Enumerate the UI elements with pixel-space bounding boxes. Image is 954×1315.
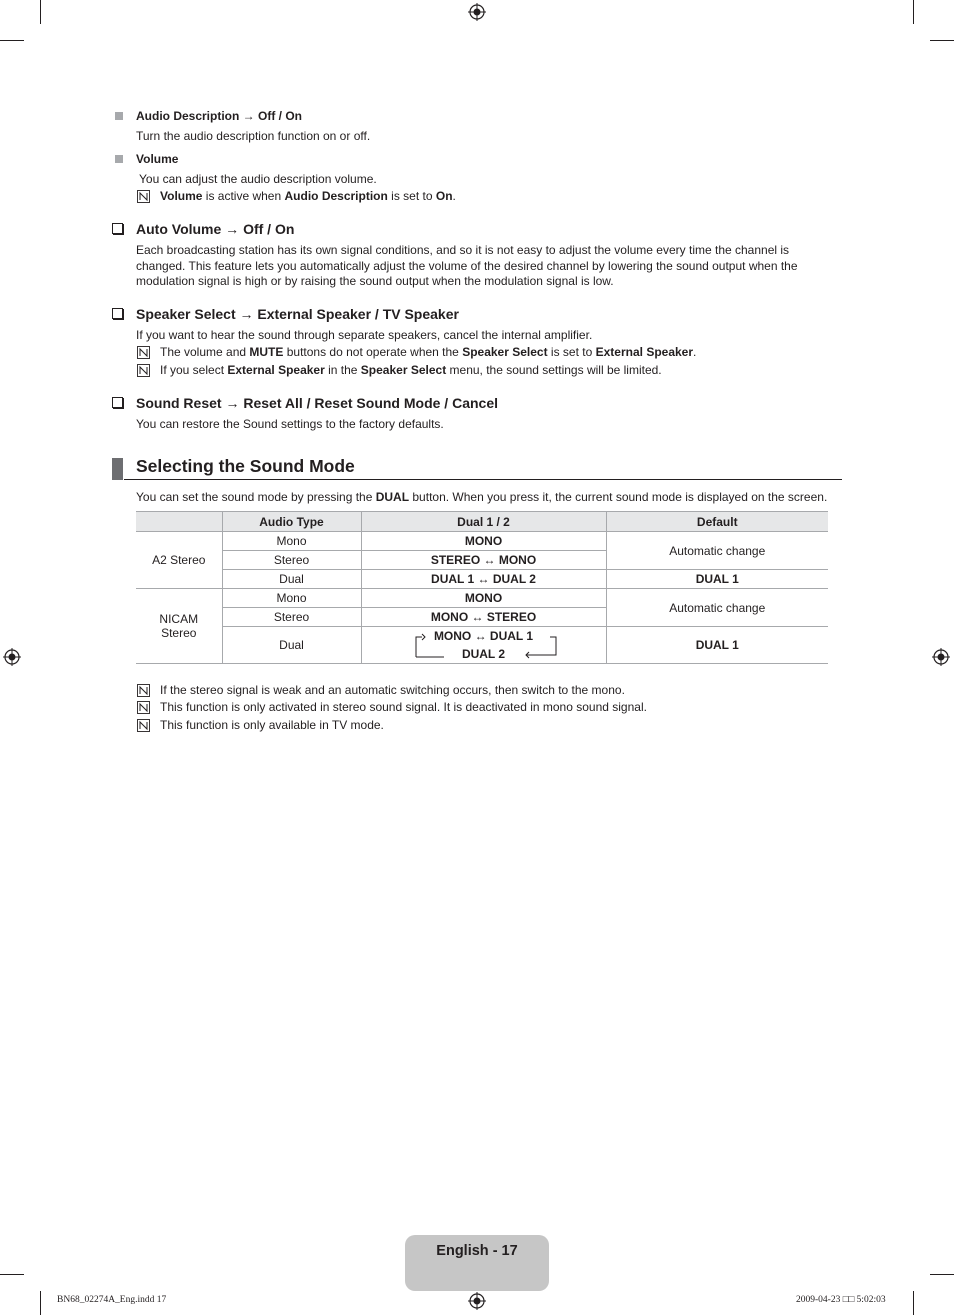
bullet-square-icon (115, 112, 123, 120)
note-text: This function is only activated in stereo sound signal. It is deactivated in mono sound signal. (160, 700, 647, 714)
audio-description-desc: Turn the audio description function on or off. (136, 129, 371, 143)
table-header: Audio Type (222, 512, 361, 532)
checkbox-bullet-icon (112, 397, 123, 408)
a2-stereo-label: A2 Stereo (136, 532, 222, 589)
note-icon (137, 684, 150, 697)
audio-type-cell: Stereo (222, 608, 361, 627)
auto-volume-desc-line1: Each broadcasting station has its own signal conditions, and so it is not easy to adjust the volume every time the channel is (136, 243, 790, 257)
speaker-select-title: Speaker Select → External Speaker / TV Speaker (136, 306, 459, 322)
speaker-select-desc: If you want to hear the sound through separate speakers, cancel the internal amplifier. (136, 328, 593, 342)
note-icon (137, 346, 150, 359)
dual-cell: MONO (361, 589, 606, 608)
table-header: Default (606, 512, 828, 532)
note-icon (137, 364, 150, 377)
print-date: 2009-04-23 □□ 5:02:03 (796, 1295, 886, 1305)
crop-mark (40, 0, 41, 24)
audio-type-cell: Dual (222, 570, 361, 589)
checkbox-bullet-icon (112, 308, 123, 319)
page-number: English - 17 (436, 1243, 518, 1259)
auto-volume-desc-line3: modulation signal is high or by raising the sound output when the modulation signal is low. (136, 274, 614, 288)
registration-mark-icon (3, 648, 21, 666)
crop-mark (930, 1274, 954, 1275)
speaker-select-note1: The volume and MUTE buttons do not operate when the Speaker Select is set to External Speaker. (160, 345, 697, 359)
speaker-select-note2: If you select External Speaker in the Speaker Select menu, the sound settings will be limited. (160, 363, 662, 377)
note-icon (137, 701, 150, 714)
sound-mode-table (136, 511, 828, 664)
default-cell: DUAL 1 (606, 570, 828, 589)
audio-type-cell: Mono (222, 589, 361, 608)
volume-desc: You can adjust the audio description volume. (139, 172, 377, 186)
note-icon (137, 190, 150, 203)
registration-mark-icon (468, 3, 486, 21)
audio-type-cell: Mono (222, 532, 361, 551)
audio-type-cell: Dual (222, 627, 361, 664)
nicam-stereo-label: NICAM Stereo (136, 589, 222, 664)
table-row (136, 532, 828, 551)
default-cell: DUAL 1 (606, 627, 828, 664)
crop-mark (930, 40, 954, 41)
auto-volume-desc-line2: changed. This feature lets you automatically adjust the volume of the desired channel by lowering the sound output when the (136, 259, 798, 273)
table-header (136, 512, 222, 532)
table-row (136, 627, 828, 664)
dual-cycle-line1: MONO ↔ DUAL 1 (433, 629, 534, 643)
crop-mark (913, 1291, 914, 1315)
crop-mark (913, 0, 914, 24)
table-header: Dual 1 / 2 (361, 512, 606, 532)
crop-mark (0, 1274, 24, 1275)
checkbox-bullet-icon (112, 223, 123, 234)
table-row (136, 570, 828, 589)
dual-cell: MONO (361, 532, 606, 551)
note-text: If the stereo signal is weak and an automatic switching occurs, then switch to the mono. (160, 683, 625, 697)
sound-reset-title: Sound Reset → Reset All / Reset Sound Mode / Cancel (136, 395, 498, 411)
note-icon (137, 719, 150, 732)
default-cell: Automatic change (606, 532, 828, 570)
section-intro: You can set the sound mode by pressing the DUAL button. When you press it, the current sound mode is displayed on the screen. (136, 490, 828, 504)
dual-cell: MONO ↔ STEREO (361, 608, 606, 627)
table-header-row (136, 512, 828, 532)
section-heading-bar (112, 458, 123, 480)
auto-volume-title: Auto Volume → Off / On (136, 221, 295, 237)
sound-reset-desc: You can restore the Sound settings to the factory defaults. (136, 417, 444, 431)
crop-mark (40, 1291, 41, 1315)
bullet-square-icon (115, 155, 123, 163)
volume-note: Volume is active when Audio Description is set to On. (160, 189, 456, 203)
registration-mark-icon (468, 1292, 486, 1310)
note-text: This function is only available in TV mode. (160, 718, 384, 732)
section-title: Selecting the Sound Mode (136, 456, 355, 476)
table-row (136, 589, 828, 608)
file-name: BN68_02274A_Eng.indd 17 (57, 1295, 167, 1305)
dual-cycle-line2: DUAL 2 (461, 647, 506, 661)
cycle-arrow-icon (414, 631, 559, 659)
dual-cycle-cell (361, 627, 606, 664)
crop-mark (0, 40, 24, 41)
audio-description-title: Audio Description → Off / On (136, 109, 302, 123)
dual-cell: STEREO ↔ MONO (361, 551, 606, 570)
registration-mark-icon (932, 648, 950, 666)
page-number-tab (405, 1235, 549, 1291)
dual-cell: DUAL 1 ↔ DUAL 2 (361, 570, 606, 589)
section-underline (124, 479, 842, 480)
audio-type-cell: Stereo (222, 551, 361, 570)
volume-title: Volume (136, 152, 179, 166)
default-cell: Automatic change (606, 589, 828, 627)
